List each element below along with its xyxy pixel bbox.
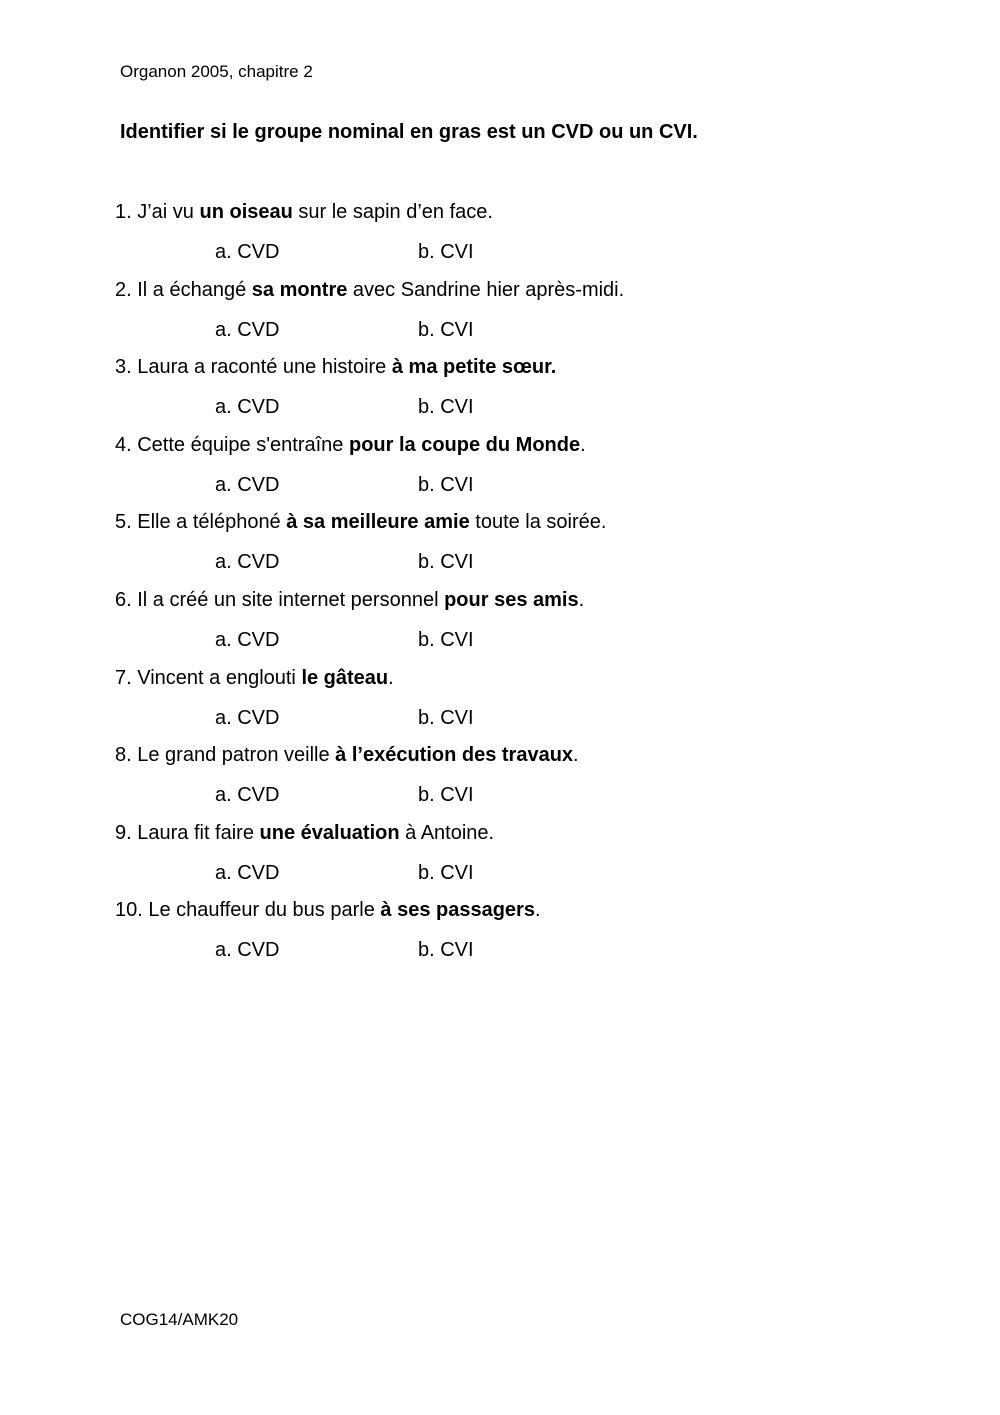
question-bold-phrase: le gâteau — [301, 666, 389, 689]
question-9 — [115, 819, 915, 897]
answer-options — [115, 237, 915, 275]
question-suffix: avec Sandrine hier après-midi. — [347, 278, 625, 301]
answer-options — [115, 858, 915, 896]
answer-options — [115, 547, 915, 585]
option-a[interactable]: a. CVD — [215, 628, 280, 651]
question-text — [115, 586, 915, 625]
question-bold-phrase: pour ses amis — [444, 588, 579, 611]
question-5 — [115, 508, 915, 586]
question-text — [115, 276, 915, 315]
answer-options — [115, 780, 915, 818]
answer-options — [115, 470, 915, 508]
answer-options — [115, 392, 915, 430]
question-bold-phrase: à ma petite sœur. — [391, 356, 557, 379]
question-bold-phrase: un oiseau — [199, 201, 293, 223]
question-7 — [115, 664, 915, 742]
question-prefix: 10. Le chauffeur du bus parle — [115, 899, 381, 922]
question-6 — [115, 586, 915, 664]
question-suffix: . — [573, 744, 579, 767]
question-prefix: 1. J’ai vu — [115, 201, 200, 223]
option-a[interactable]: a. CVD — [215, 784, 280, 807]
question-suffix: . — [578, 588, 585, 611]
option-a[interactable]: a. CVD — [215, 473, 280, 496]
question-text — [115, 896, 915, 935]
option-b[interactable]: b. CVI — [418, 318, 474, 341]
question-prefix: 4. Cette équipe s'entraîne — [115, 433, 349, 456]
option-a[interactable]: a. CVD — [215, 861, 280, 884]
question-bold-phrase: pour la coupe du Monde — [348, 433, 581, 456]
option-b[interactable]: b. CVI — [418, 784, 474, 807]
question-text — [115, 664, 915, 703]
document-footer: COG14/AMK20 — [120, 1310, 239, 1329]
question-1 — [115, 198, 915, 276]
question-10 — [115, 896, 915, 974]
answer-options — [115, 315, 915, 353]
exercise-instruction: Identifier si le groupe nominal en gras est un CVD ou un CVI. — [120, 121, 698, 143]
question-prefix: 2. Il a échangé — [115, 278, 252, 301]
question-bold-phrase: à l’exécution des travaux — [335, 744, 574, 767]
question-bold-phrase: à ses passagers — [380, 899, 535, 922]
option-b[interactable]: b. CVI — [418, 628, 474, 651]
question-prefix: 7. Vincent a englouti — [115, 666, 302, 689]
answer-options — [115, 703, 915, 741]
option-a[interactable]: a. CVD — [215, 551, 280, 574]
question-suffix: . — [388, 666, 394, 689]
question-suffix: . — [534, 899, 541, 922]
question-bold-phrase: sa montre — [251, 278, 348, 301]
option-a[interactable]: a. CVD — [215, 939, 280, 962]
option-a[interactable]: a. CVD — [215, 706, 280, 729]
question-suffix: . — [580, 433, 586, 456]
question-text — [115, 819, 915, 858]
question-prefix: 9. Laura fit faire — [115, 821, 260, 844]
question-prefix: 3. Laura a raconté une histoire — [115, 356, 392, 379]
answer-options — [115, 935, 915, 973]
option-a[interactable]: a. CVD — [215, 318, 280, 341]
question-text — [115, 198, 915, 237]
option-b[interactable]: b. CVI — [418, 473, 474, 496]
document-header: Organon 2005, chapitre 2 — [120, 62, 313, 81]
answer-options — [115, 625, 915, 663]
question-8 — [115, 741, 915, 819]
option-b[interactable]: b. CVI — [418, 861, 474, 884]
question-3 — [115, 353, 915, 431]
question-list — [115, 198, 915, 974]
question-suffix: sur le sapin d’en face. — [292, 201, 493, 223]
question-text — [115, 508, 915, 547]
question-bold-phrase: à sa meilleure amie — [286, 511, 470, 534]
question-text — [115, 353, 915, 392]
question-bold-phrase: une évaluation — [259, 821, 400, 844]
question-2 — [115, 276, 915, 354]
question-text — [115, 741, 915, 780]
question-4 — [115, 431, 915, 509]
option-a[interactable]: a. CVD — [215, 241, 280, 263]
option-b[interactable]: b. CVI — [418, 396, 474, 419]
question-suffix: toute la soirée. — [469, 511, 607, 534]
option-b[interactable]: b. CVI — [418, 241, 474, 263]
question-prefix: 8. Le grand patron veille — [115, 744, 336, 767]
question-prefix: 6. Il a créé un site internet personnel — [115, 588, 445, 611]
option-b[interactable]: b. CVI — [418, 551, 474, 574]
option-b[interactable]: b. CVI — [418, 939, 474, 962]
question-suffix: à Antoine. — [399, 821, 495, 844]
option-b[interactable]: b. CVI — [418, 706, 474, 729]
option-a[interactable]: a. CVD — [215, 396, 280, 419]
question-prefix: 5. Elle a téléphoné — [115, 511, 287, 534]
question-text — [115, 431, 915, 470]
